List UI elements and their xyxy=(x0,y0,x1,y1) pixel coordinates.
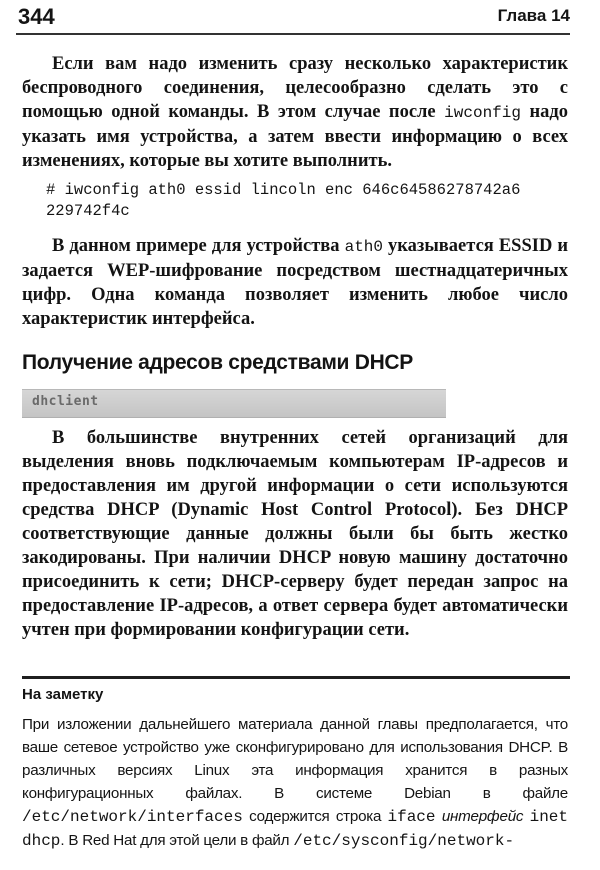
code-line-1: # iwconfig ath0 essid lincoln enc 646c64586278742a6 xyxy=(46,181,521,199)
page-number: 344 xyxy=(18,4,55,29)
note-italic-term: интерфейс xyxy=(441,808,524,825)
note-rule xyxy=(22,676,570,679)
note-keyword-inet: inet dhcp xyxy=(22,808,568,850)
command-bar xyxy=(22,389,446,418)
paragraph-dhcp: В большинстве внутренних сетей организаций для выделения вновь подключаемым компьютерам IP-адресов и предоставления им другой информации о сети используются средства DHCP (Dynamic Host Control Protocol). Без DHCP соответствующие данные должны были бы быть жестко закодированы. При наличии DHCP новую машину достаточно присоединить к сети; DHCP-серверу будет передан запрос на предоставление IP-адресов, а ответ сервера будет автоматически учтен при формировании конфигурации сети. xyxy=(22,428,568,640)
note-title: На заметку xyxy=(22,686,104,703)
command-label: dhclient xyxy=(32,394,99,409)
note-body: При изложении дальнейшего материала данной главы предполагается, что ваше сетевое устройство уже сконфигурировано для использования DHCP. В различных версиях Linux эта информация хранится в разных конфигурационных файлах. В системе Debian в файле /etc/network/interfaces содержится строка iface интерфейс inet dhcp. В Red Hat для этой цели в файл /etc/sysconfig/network- xyxy=(22,716,568,850)
note-path-2: /etc/sysconfig/network- xyxy=(293,832,515,850)
paragraph-iwconfig-intro: Если вам надо изменить сразу несколько характеристик беспроводного соединения, целесообразно сделать это с помощью одной команды. В этом случае после iwconfig надо указать имя устройства, а затем ввести информацию о всех изменениях, которые вы хотите выполнить. xyxy=(22,54,568,171)
code-line-2: 229742f4c xyxy=(46,202,130,220)
inline-device: ath0 xyxy=(344,238,383,256)
code-block xyxy=(46,180,520,222)
chapter-title: Глава 14 xyxy=(497,6,570,25)
note-path-1: /etc/network/interfaces xyxy=(22,808,243,826)
paragraph-example-explanation: В данном примере для устройства ath0 указывается ESSID и задается WEP-шифрование посредством шестнадцатеричных цифр. Одна команда позволяет изменить любое число характеристик интерфейса. xyxy=(22,236,569,329)
note-keyword-iface: iface xyxy=(387,808,436,826)
section-heading: Получение адресов средствами DHCP xyxy=(22,351,414,374)
inline-command: iwconfig xyxy=(444,104,521,122)
header-rule xyxy=(16,33,570,35)
